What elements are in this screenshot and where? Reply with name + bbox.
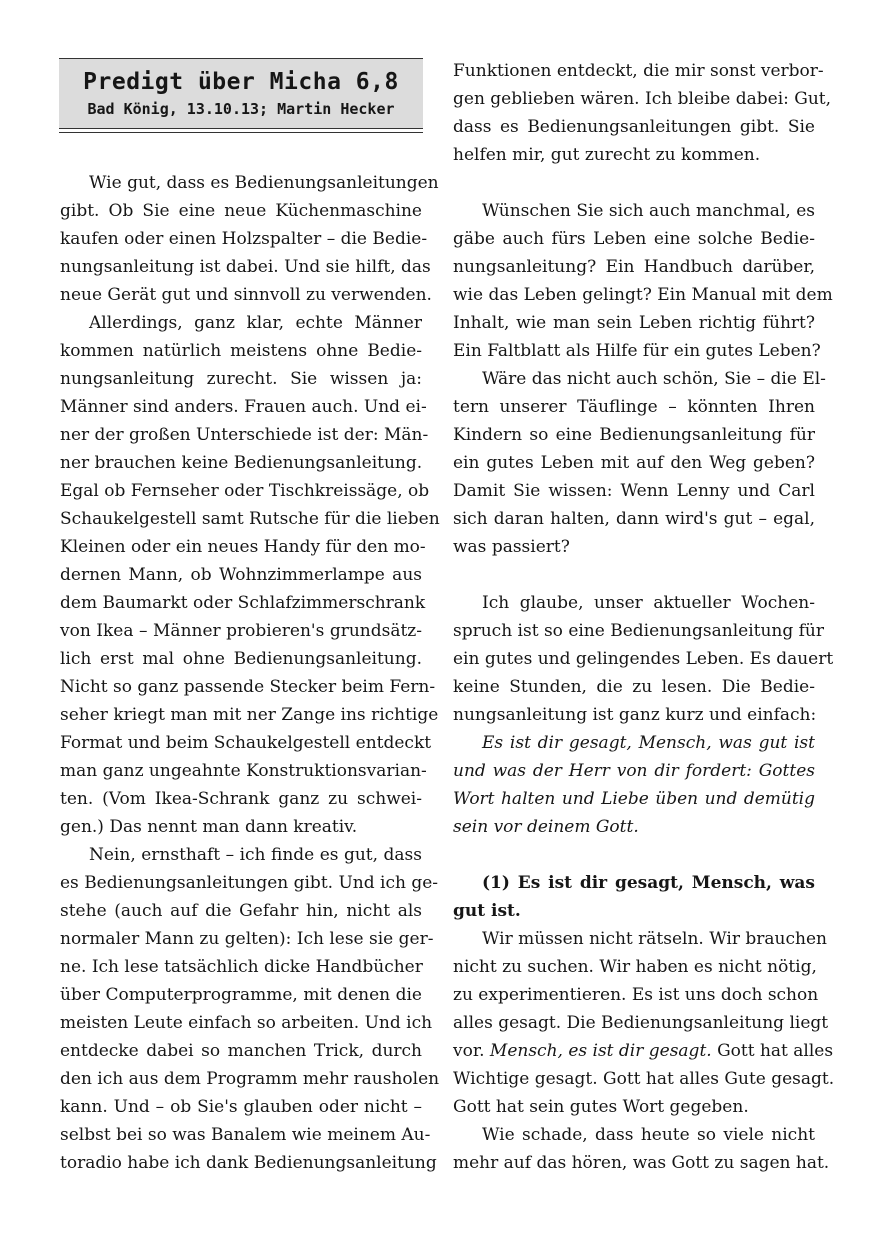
text-line: Damit Sie wissen: Wenn Lenny und Carl	[453, 481, 815, 501]
text-line: und was der Herr von dir fordert: Gottes	[453, 761, 815, 781]
inline-quote: Mensch, es ist dir gesagt.	[489, 1041, 712, 1061]
text-line: Ein Faltblatt als Hilfe für ein gutes Leben?	[453, 341, 821, 361]
text-line: von Ikea – Männer probieren's grundsätz-	[60, 621, 422, 641]
paragraph-gap	[453, 169, 815, 197]
paragraph-muessen	[453, 925, 835, 1121]
text-line: über Computerprogramme, mit denen die	[60, 985, 422, 1005]
text-line: ein gutes und gelingendes Leben. Es dauert	[453, 649, 834, 669]
text-line: dernen Mann, ob Wohnzimmerlampe aus	[60, 565, 422, 585]
text-line: entdecke dabei so manchen Trick, durch	[60, 1041, 422, 1061]
text-line: Schaukelgestell samt Rutsche für die lieben	[60, 509, 440, 529]
text-line: ner der großen Unterschiede ist der: Män-	[60, 425, 429, 445]
text-line: man ganz ungeahnte Konstruktionsvarian-	[60, 761, 427, 781]
text-line: gibt. Ob Sie eine neue Küchenmaschine	[60, 201, 422, 221]
text-line: neue Gerät gut und sinnvoll zu verwenden.	[60, 285, 432, 305]
text-line: dem Baumarkt oder Schlafzimmerschrank	[60, 593, 426, 613]
text-line: nungsanleitung zurecht. Sie wissen ja:	[60, 369, 422, 389]
paragraph-glaube	[453, 589, 834, 729]
text-line: mehr auf das hören, was Gott zu sagen hat.	[453, 1153, 830, 1173]
text-line: spruch ist so eine Bedienungsanleitung für	[453, 621, 825, 641]
text-line: dass es Bedienungsanleitungen gibt. Sie	[453, 117, 815, 137]
text-line: ein gutes Leben mit auf den Weg geben?	[453, 453, 815, 473]
left-column	[60, 169, 440, 1177]
text-line: nungsanleitung ist ganz kurz und einfach:	[453, 705, 817, 725]
text-line: gen geblieben wären. Ich bleibe dabei: Gut,	[453, 89, 832, 109]
text-line: alles gesagt. Die Bedienungsanleitung liegt	[453, 1013, 829, 1033]
text-line: Kleinen oder ein neues Handy für den mo-	[60, 537, 426, 557]
page-title: Predigt über Micha 6,8	[83, 69, 399, 95]
text-line: Egal ob Fernseher oder Tischkreissäge, ob	[60, 481, 430, 501]
text-line: tern unserer Täuflinge – könnten Ihren	[453, 397, 815, 417]
text-line: Kindern so eine Bedienungsanleitung für	[453, 425, 815, 445]
page-subtitle: Bad König, 13.10.13; Martin Hecker	[87, 100, 395, 118]
text-segment: Gott hat alles	[711, 1041, 834, 1061]
text-line: helfen mir, gut zurecht zu kommen.	[453, 145, 761, 165]
text-line: ner brauchen keine Bedienungsanleitung.	[60, 453, 423, 473]
text-line: was passiert?	[453, 537, 570, 557]
text-line: Wünschen Sie sich auch manchmal, es	[482, 201, 815, 221]
text-line: lich erst mal ohne Bedienungsanleitung.	[60, 649, 422, 669]
text-line: sich daran halten, dann wird's gut – egal,	[453, 509, 815, 529]
text-line: Wort halten und Liebe üben und demütig	[453, 789, 815, 809]
text-line: den ich aus dem Programm mehr rausholen	[60, 1069, 440, 1089]
text-line: ne. Ich lese tatsächlich dicke Handbücher	[60, 957, 423, 977]
paragraph-continuation	[453, 57, 832, 169]
text-line: Wichtige gesagt. Gott hat alles Gute gesagt.	[453, 1069, 835, 1089]
text-line: Nein, ernsthaft – ich finde es gut, dass	[89, 845, 422, 865]
text-line: selbst bei so was Banalem wie meinem Au-	[60, 1125, 431, 1145]
paragraph-gap	[453, 841, 815, 869]
text-line: kommen natürlich meistens ohne Bedie-	[60, 341, 422, 361]
text-line: Wäre das nicht auch schön, Sie – die El-	[482, 369, 826, 389]
text-line	[453, 1037, 834, 1065]
paragraph-waere	[453, 365, 826, 561]
text-line: nungsanleitung ist dabei. Und sie hilft, das	[60, 257, 431, 277]
text-line: Es ist dir gesagt, Mensch, was gut ist	[482, 733, 815, 753]
paragraph-ernsthaft	[60, 841, 440, 1177]
text-line: Allerdings, ganz klar, echte Männer	[89, 313, 422, 333]
text-line: gen.) Das nennt man dann kreativ.	[60, 817, 358, 837]
paragraph-maenner	[60, 309, 440, 841]
text-line: Format und beim Schaukelgestell entdeckt	[60, 733, 432, 753]
text-line: Inhalt, wie man sein Leben richtig führt?	[453, 313, 815, 333]
right-column	[453, 57, 835, 1177]
text-line: ten. (Vom Ikea-Schrank ganz zu schwei-	[60, 789, 422, 809]
text-line: Gott hat sein gutes Wort gegeben.	[453, 1097, 749, 1117]
text-line: Männer sind anders. Frauen auch. Und ei-	[60, 397, 427, 417]
text-line: Wie gut, dass es Bedienungsanleitungen	[89, 173, 439, 193]
paragraph-gap	[453, 561, 815, 589]
text-line: stehe (auch auf die Gefahr hin, nicht als	[60, 901, 422, 921]
text-line: Funktionen entdeckt, die mir sonst verbor-	[453, 61, 824, 81]
text-line: Wie schade, dass heute so viele nicht	[482, 1125, 815, 1145]
text-line: nungsanleitung? Ein Handbuch darüber,	[453, 257, 815, 277]
text-line: sein vor deinem Gott.	[453, 817, 639, 837]
text-line: Nicht so ganz passende Stecker beim Fern-	[60, 677, 436, 697]
paragraph-intro	[60, 169, 439, 309]
text-segment: vor.	[453, 1041, 490, 1061]
text-line: Ich glaube, unser aktueller Wochen-	[482, 593, 815, 613]
text-line: kann. Und – ob Sie's glauben oder nicht –	[60, 1097, 422, 1117]
text-line: zu experimentieren. Es ist uns doch schon	[453, 985, 819, 1005]
text-line: wie das Leben gelingt? Ein Manual mit dem	[453, 285, 833, 305]
paragraph-schade	[453, 1121, 830, 1177]
text-line: kaufen oder einen Holzspalter – die Bedie-	[60, 229, 428, 249]
text-line: normaler Mann zu gelten): Ich lese sie ger-	[60, 929, 434, 949]
paragraph-wuenschen	[453, 197, 833, 365]
text-line: keine Stunden, die zu lesen. Die Bedie-	[453, 677, 815, 697]
text-line: Wir müssen nicht rätseln. Wir brauchen	[482, 929, 827, 949]
text-line: nicht zu suchen. Wir haben es nicht nötig,	[453, 957, 817, 977]
text-line: (1) Es ist dir gesagt, Mensch, was	[482, 873, 815, 893]
title-box	[59, 58, 423, 129]
text-line: meisten Leute einfach so arbeiten. Und ich	[60, 1013, 433, 1033]
text-line: gäbe auch fürs Leben eine solche Bedie-	[453, 229, 815, 249]
text-line: seher kriegt man mit ner Zange ins richtige	[60, 705, 439, 725]
text-line: es Bedienungsanleitungen gibt. Und ich ge-	[60, 873, 439, 893]
text-line: gut ist.	[453, 901, 521, 921]
text-line: toradio habe ich dank Bedienungsanleitung	[60, 1153, 437, 1173]
section-heading	[453, 869, 815, 925]
bible-quote	[453, 729, 815, 841]
